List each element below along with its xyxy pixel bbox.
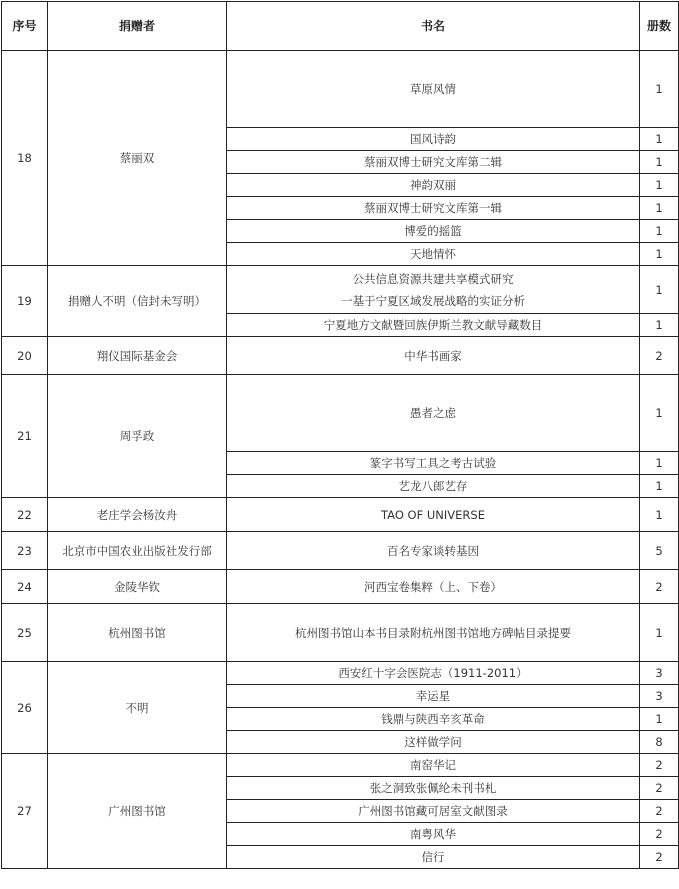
- table-row: [2, 266, 679, 314]
- cell-count: 1: [640, 220, 679, 243]
- cell-book-title: [227, 266, 640, 314]
- cell-count: 1: [640, 708, 679, 731]
- cell-count: 5: [640, 532, 679, 570]
- cell-book-title: 百名专家谈转基因: [227, 532, 640, 570]
- cell-count: 2: [640, 800, 679, 823]
- cell-book-title: 天地情怀: [227, 243, 640, 266]
- cell-donor: 广州图书馆: [48, 754, 227, 869]
- cell-count: 1: [640, 243, 679, 266]
- header-donor: 捐赠者: [48, 2, 227, 51]
- header-title: 书名: [227, 2, 640, 51]
- table-row: [2, 754, 679, 777]
- table-row: [2, 375, 679, 452]
- cell-no: 21: [2, 375, 48, 498]
- cell-book-title: 钱鼎与陕西辛亥革命: [227, 708, 640, 731]
- cell-donor: 杭州图书馆: [48, 604, 227, 662]
- cell-count: 1: [640, 452, 679, 475]
- book-title-line-2: 一基于宁夏区域发展战略的实证分析: [341, 293, 525, 308]
- cell-book-title: 西安红十字会医院志（1911-2011）: [227, 662, 640, 685]
- cell-book-title: 张之洞致张佩纶未刊书札: [227, 777, 640, 800]
- cell-count: 1: [640, 498, 679, 532]
- cell-book-title: 杭州图书馆山本书目录附杭州图书馆地方碑帖目录提要: [227, 604, 640, 662]
- cell-donor: 金陵华钦: [48, 570, 227, 604]
- table-row: [2, 532, 679, 570]
- cell-book-title: 蔡丽双博士研究文库第一辑: [227, 197, 640, 220]
- cell-donor: 翔仪国际基金会: [48, 337, 227, 375]
- cell-donor: 蔡丽双: [48, 51, 227, 266]
- table-row: [2, 570, 679, 604]
- cell-count: 2: [640, 570, 679, 604]
- cell-book-title: 中华书画家: [227, 337, 640, 375]
- cell-count: 1: [640, 475, 679, 498]
- cell-no: 27: [2, 754, 48, 869]
- cell-no: 20: [2, 337, 48, 375]
- cell-count: 1: [640, 604, 679, 662]
- cell-donor: 周孚政: [48, 375, 227, 498]
- cell-count: 2: [640, 846, 679, 869]
- cell-count: 1: [640, 314, 679, 337]
- table-row: [2, 604, 679, 662]
- cell-book-title: 幸运星: [227, 685, 640, 708]
- cell-no: 26: [2, 662, 48, 754]
- cell-count: 8: [640, 731, 679, 754]
- table-row: [2, 337, 679, 375]
- cell-count: 3: [640, 685, 679, 708]
- cell-count: 1: [640, 266, 679, 314]
- cell-count: 1: [640, 51, 679, 128]
- cell-book-title: 艺龙八郎艺存: [227, 475, 640, 498]
- cell-no: 18: [2, 51, 48, 266]
- cell-book-title: 草原风情: [227, 51, 640, 128]
- table-row: [2, 662, 679, 685]
- cell-book-title: 国风诗韵: [227, 128, 640, 151]
- cell-count: 2: [640, 754, 679, 777]
- donation-table: [1, 1, 679, 869]
- cell-book-title: 信行: [227, 846, 640, 869]
- cell-book-title: 篆字书写工具之考古试验: [227, 452, 640, 475]
- cell-count: 1: [640, 197, 679, 220]
- cell-book-title: TAO OF UNIVERSE: [227, 498, 640, 532]
- cell-count: 1: [640, 128, 679, 151]
- header-row: [2, 2, 679, 51]
- table-row: [2, 51, 679, 128]
- cell-book-title: 蔡丽双博士研究文库第二辑: [227, 151, 640, 174]
- cell-book-title: 南窑华记: [227, 754, 640, 777]
- cell-no: 19: [2, 266, 48, 337]
- cell-book-title: 愚者之虑: [227, 375, 640, 452]
- cell-book-title: 这样做学问: [227, 731, 640, 754]
- cell-donor: 北京市中国农业出版社发行部: [48, 532, 227, 570]
- book-title-line-1: 公共信息资源共建共享模式研究: [352, 271, 514, 286]
- cell-count: 3: [640, 662, 679, 685]
- cell-count: 1: [640, 375, 679, 452]
- cell-book-title: 广州图书馆藏可居室文献图录: [227, 800, 640, 823]
- cell-book-title: 博爱的摇篮: [227, 220, 640, 243]
- cell-book-title: 神韵双丽: [227, 174, 640, 197]
- cell-no: 22: [2, 498, 48, 532]
- cell-count: 1: [640, 174, 679, 197]
- table-row: [2, 498, 679, 532]
- cell-book-title: 南粤风华: [227, 823, 640, 846]
- cell-count: 1: [640, 151, 679, 174]
- cell-count: 2: [640, 823, 679, 846]
- table-body: [2, 51, 679, 869]
- cell-book-title: 河西宝卷集粹（上、下卷）: [227, 570, 640, 604]
- cell-donor: 不明: [48, 662, 227, 754]
- cell-book-title: 宁夏地方文献暨回族伊斯兰教文献导藏数目: [227, 314, 640, 337]
- cell-donor: 捐赠人不明（信封未写明）: [48, 266, 227, 337]
- cell-no: 25: [2, 604, 48, 662]
- cell-count: 2: [640, 337, 679, 375]
- header-count: 册数: [640, 2, 679, 51]
- cell-count: 2: [640, 777, 679, 800]
- cell-no: 24: [2, 570, 48, 604]
- header-no: 序号: [2, 2, 48, 51]
- cell-no: 23: [2, 532, 48, 570]
- cell-donor: 老庄学会杨汝舟: [48, 498, 227, 532]
